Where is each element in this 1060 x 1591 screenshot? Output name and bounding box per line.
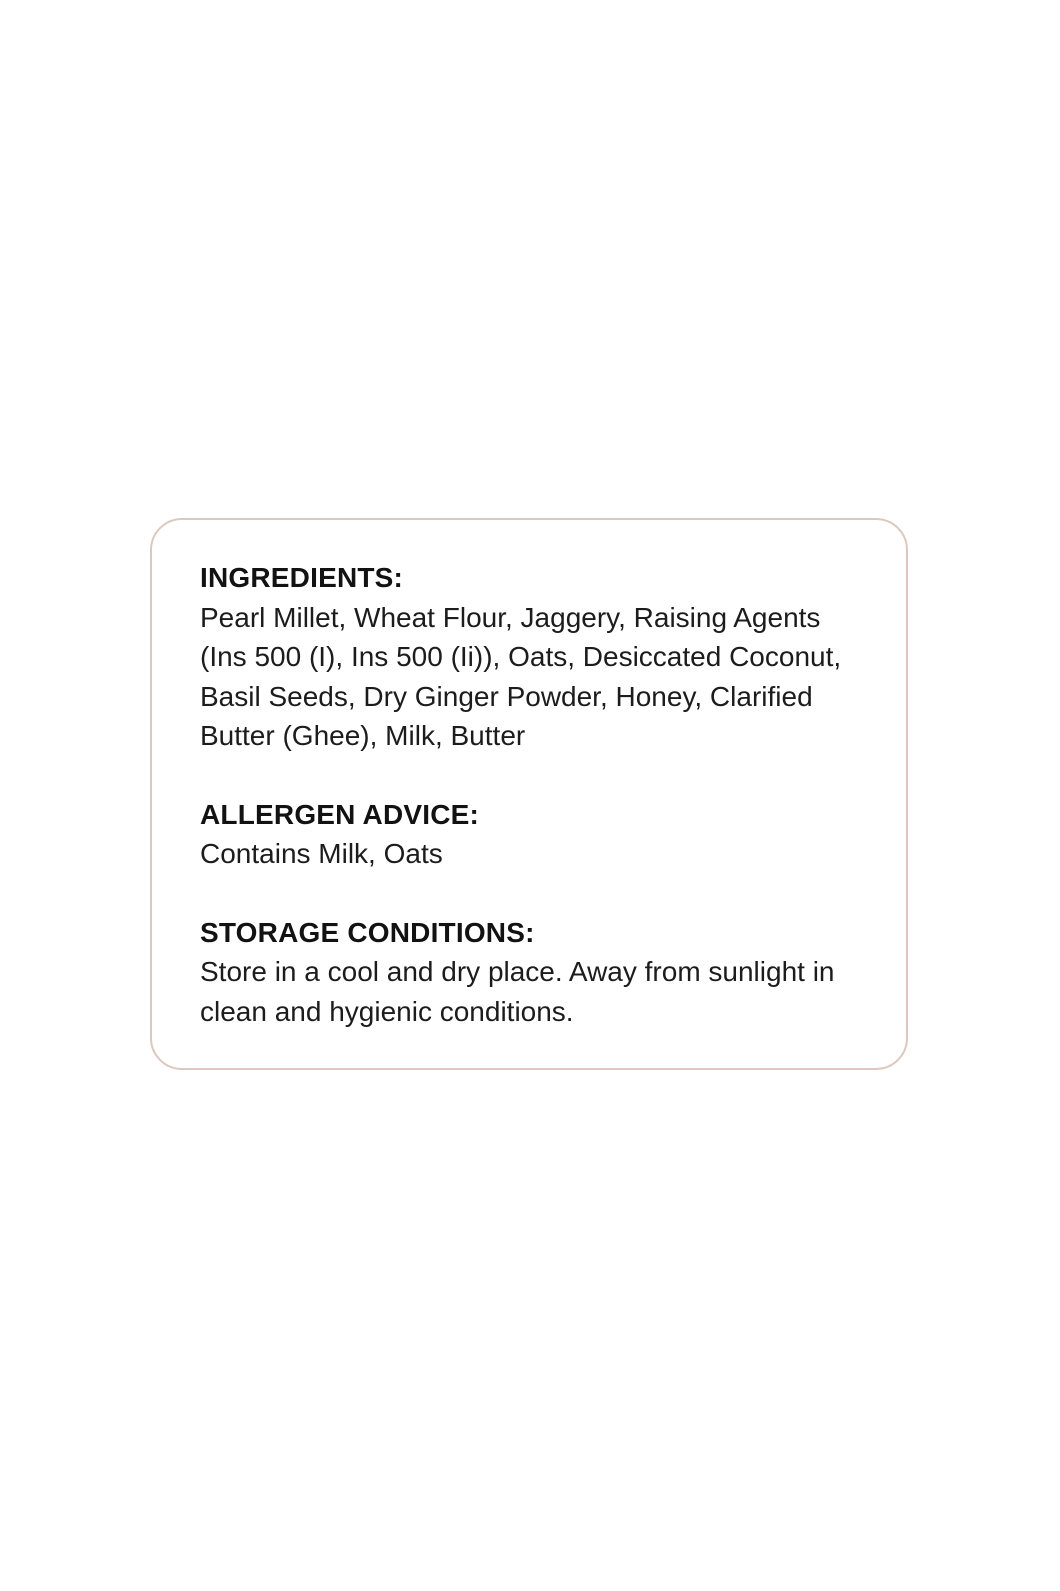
storage-conditions-section: [200, 913, 858, 1032]
storage-conditions-heading: STORAGE CONDITIONS:: [200, 916, 535, 948]
allergen-advice-section: [200, 795, 858, 874]
allergen-advice-heading: ALLERGEN ADVICE:: [200, 798, 480, 830]
allergen-advice-text: Contains Milk, Oats: [200, 838, 443, 869]
storage-conditions-text: Store in a cool and dry place. Away from sunlight in clean and hygienic conditions.: [200, 956, 835, 1027]
ingredients-section: [200, 558, 858, 756]
ingredients-heading: INGREDIENTS:: [200, 562, 404, 593]
product-info-card: [150, 518, 908, 1070]
ingredients-text: Pearl Millet, Wheat Flour, Jaggery, Raising Agents (Ins 500 (I), Ins 500 (Ii)), Oats, Desiccated Coconut, Basil Seeds, Dry Ginger Powder, Honey, Clarified Butter (Ghee), Milk, Butter: [200, 601, 842, 751]
